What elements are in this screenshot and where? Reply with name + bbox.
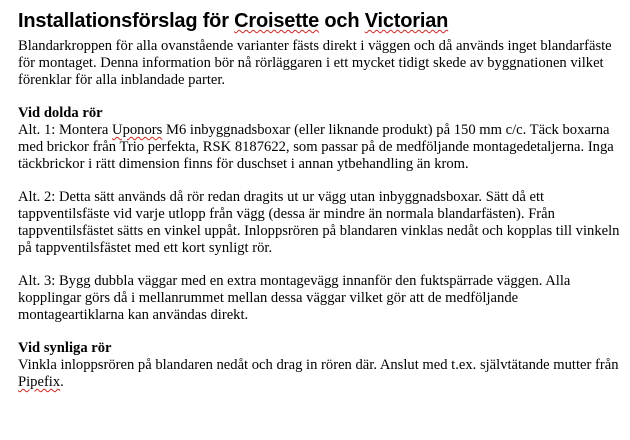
visible-text-before: Vinkla inloppsrören på blandaren nedåt och drag in rören där. Anslut med t.ex. självtätande mutter från — [18, 357, 619, 374]
visible-text-after: . — [60, 373, 64, 390]
title-prefix: Installationsförslag för — [18, 10, 235, 32]
alt1-after: M6 inbyggnadsboxar (eller liknande produkt) på 150 mm c/c. Täck boxarna med brickor från Trio perfekta, RSK 8187622, som passar på de medföljande montagedetaljerna. Inga täckbrickor i rätt dimension finns för duschset i annan ytbehandling än krom. — [18, 121, 614, 172]
alt3-paragraph: Alt. 3: Bygg dubbla väggar med en extra montagevägg innanför den fuktspärrade väggen. Alla kopplingar görs då i mellanrummet mellan dessa väggar vilket gör att de medföljande montageartiklarna kan användas direkt. — [18, 273, 571, 323]
document-title — [18, 8, 624, 34]
visible-pipes-heading: Vid synliga rör — [18, 340, 112, 357]
title-croisette: Croisette — [234, 10, 320, 32]
alt1-before: Alt. 1: Montera — [18, 121, 113, 138]
title-victorian: Victorian — [364, 10, 449, 32]
alt1-paragraph — [18, 122, 624, 172]
visible-pipefix: Pipefix — [18, 373, 61, 390]
document-page — [18, 8, 624, 391]
title-middle: och — [319, 10, 365, 32]
intro-paragraph: Blandarkroppen för alla ovanstående varianter fästs direkt i väggen och då används inget blandarfäste för montaget. Denna information bör nå rörläggaren i ett mycket tidigt skede av byggnationen vilket förenklar för alla inblandade parter. — [18, 38, 612, 88]
alt2-paragraph: Alt. 2: Detta sätt används då rör redan dragits ut ur vägg utan inbyggnadsboxar. Sätt då ett tappventilsfäste vid varje utlopp från vägg (dessa är mindre än normala blandarfästen). Från tappventilsfästet sätts en vinkel uppåt. Inloppsrören på blandaren vinklas nedåt och kopplas till vinkeln på tappventilsfästet med ett kort synligt rör. — [18, 189, 620, 256]
hidden-pipes-heading: Vid dolda rör — [18, 105, 103, 122]
alt1-uponors: Uponors — [112, 121, 163, 138]
visible-pipes-paragraph — [18, 357, 624, 391]
